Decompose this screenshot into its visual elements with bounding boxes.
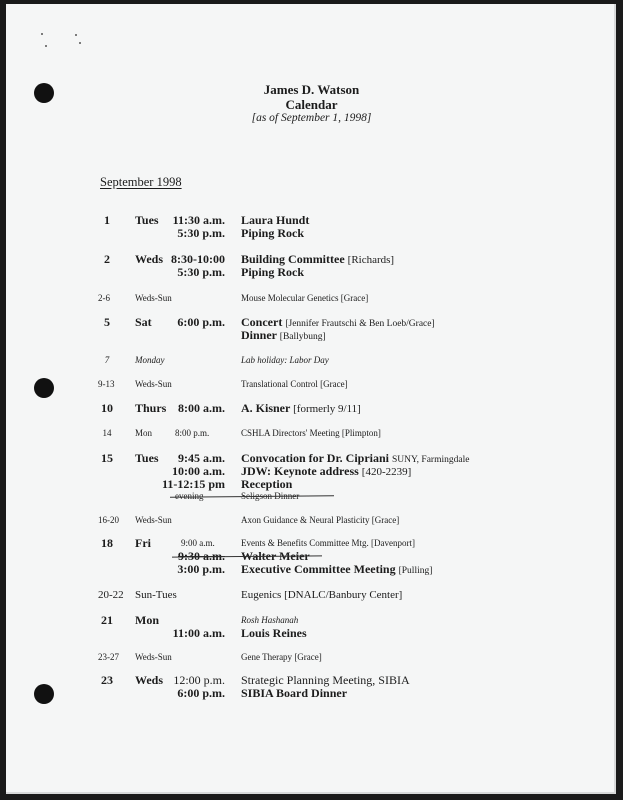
entry-event: Convocation for Dr. Cipriani — [241, 451, 390, 465]
entry-day: 7 — [104, 355, 110, 365]
entry-day: 21 — [101, 613, 113, 627]
entry-day: 20-22 — [98, 589, 124, 601]
calendar-entry — [0, 315, 623, 329]
entry-weekday: Sat — [135, 315, 152, 329]
entry-weekday: Weds — [135, 252, 164, 266]
entry-time: 6:00 p.m. — [177, 315, 225, 329]
entry-event: Lab holiday: Labor Day — [241, 355, 329, 365]
entry-event: A. Kisner — [241, 401, 291, 415]
calendar-entry-line — [0, 464, 623, 478]
calendar-entry-line — [0, 626, 623, 640]
entry-event: Laura Hundt — [241, 213, 310, 227]
entry-day: 2 — [104, 252, 110, 266]
entry-weekday: Monday — [135, 355, 165, 365]
entry-event: SIBIA Board Dinner — [241, 686, 348, 700]
calendar-entry — [0, 536, 623, 550]
entry-time: 9:45 a.m. — [178, 451, 225, 465]
entry-note: [Richards] — [347, 254, 395, 266]
entry-event: Concert — [241, 315, 283, 329]
entry-event: Dinner — [241, 328, 277, 342]
entry-day: 15 — [101, 451, 113, 465]
entry-time: 3:00 p.m. — [177, 562, 225, 576]
entry-event: Walter Meier — [241, 549, 310, 563]
entry-time: 10:00 a.m. — [172, 464, 225, 478]
entry-note: [Davenport] — [371, 538, 415, 548]
entry-event: JDW: Keynote address — [241, 464, 359, 478]
entry-day: 5 — [104, 315, 110, 329]
calendar-entry-line — [0, 265, 623, 279]
paper-speck — [41, 33, 43, 35]
entry-event-line — [241, 513, 399, 527]
calendar-entry — [0, 426, 623, 440]
entry-day: 23 — [101, 673, 113, 687]
entry-day: 9-13 — [98, 379, 115, 389]
entry-time: evening — [175, 491, 204, 501]
calendar-entry-line — [0, 226, 623, 240]
entry-weekday: Tues — [135, 451, 159, 465]
entry-time: 8:00 p.m. — [175, 428, 210, 438]
entry-event: Executive Committee Meeting — [241, 562, 396, 576]
entry-weekday: Weds-Sun — [135, 379, 172, 389]
calendar-entry — [0, 213, 623, 227]
calendar-entry — [0, 673, 623, 687]
entry-event: Mouse Molecular Genetics — [241, 293, 339, 303]
entry-note: [420-2239] — [361, 466, 412, 478]
entry-note: [Grace] — [340, 293, 369, 303]
entry-time: 5:30 p.m. — [177, 226, 225, 240]
entry-note: [Jennifer Frautschi & Ben Loeb/Grace] — [285, 319, 435, 329]
entry-event-line — [241, 562, 432, 578]
entry-day: 10 — [101, 401, 113, 415]
entry-weekday: Thurs — [135, 401, 167, 415]
entry-note: [formerly 9/11] — [293, 403, 361, 415]
entry-event: Louis Reines — [241, 626, 307, 640]
entry-day: 1 — [104, 213, 110, 227]
entry-day: 18 — [101, 536, 113, 550]
entry-time: 12:00 p.m. — [173, 673, 225, 687]
entry-event-line — [241, 291, 368, 305]
entry-note: [Grace] — [294, 652, 322, 662]
calendar-entry-line — [0, 686, 623, 700]
document-title: Calendar — [285, 97, 338, 112]
entry-time: 11:30 a.m. — [172, 213, 225, 227]
entry-event: Eugenics — [241, 589, 282, 601]
calendar-entry — [0, 291, 623, 305]
entry-time: 8:00 a.m. — [178, 401, 225, 415]
entry-weekday: Weds-Sun — [135, 652, 172, 662]
entry-event-line — [241, 536, 415, 550]
entry-event-line — [241, 401, 361, 416]
calendar-entry-line — [0, 562, 623, 576]
entry-event: Seligson Dinner — [241, 491, 300, 501]
entry-note: [Pulling] — [398, 566, 433, 576]
calendar-entry — [0, 401, 623, 415]
document-subtitle: [as of September 1, 1998] — [251, 112, 372, 124]
entry-note: [Grace] — [320, 379, 348, 389]
calendar-entry — [0, 613, 623, 627]
calendar-entry — [0, 252, 623, 266]
entry-time: 11-12:15 pm — [162, 477, 225, 491]
paper-speck — [75, 34, 77, 36]
calendar-entry — [0, 451, 623, 465]
entry-note: [DNALC/Banbury Center] — [284, 589, 403, 601]
entry-event: Piping Rock — [241, 265, 305, 279]
entry-day: 16-20 — [98, 515, 119, 525]
entry-note: [Grace] — [371, 515, 400, 525]
entry-weekday: Fri — [135, 536, 151, 550]
entry-day: 2-6 — [98, 293, 110, 303]
month-heading: September 1998 — [100, 175, 182, 189]
entry-weekday: Weds — [135, 673, 164, 687]
entry-time: 8:30-10:00 — [171, 252, 225, 266]
calendar-entry — [0, 513, 623, 527]
entry-event: Reception — [241, 477, 293, 491]
entry-event: Piping Rock — [241, 226, 305, 240]
entry-event: Events & Benefits Committee Mtg. — [241, 538, 369, 548]
entry-event: Axon Guidance & Neural Plasticity — [241, 515, 370, 525]
entry-event-line — [241, 588, 402, 602]
entry-weekday: Sun-Tues — [135, 589, 177, 601]
entry-time: 9:30 a.m. — [178, 549, 225, 563]
entry-day: 23-27 — [98, 652, 119, 662]
entry-event: Rosh Hashanah — [241, 615, 299, 625]
calendar-owner: James D. Watson — [263, 82, 360, 97]
entry-weekday: Mon — [135, 613, 159, 627]
calendar-entry-line — [0, 328, 623, 342]
entry-event: Gene Therapy — [241, 652, 293, 662]
calendar-entry — [0, 377, 623, 391]
entry-time: 9:00 a.m. — [181, 538, 215, 548]
entry-weekday: Tues — [135, 213, 159, 227]
entry-event: Building Committee — [241, 252, 345, 266]
entry-event-line — [241, 650, 322, 664]
entry-time: 5:30 p.m. — [177, 265, 225, 279]
entry-weekday: Mon — [135, 428, 153, 438]
entry-note: [Ballybung] — [279, 332, 326, 342]
entry-event-line — [241, 377, 348, 391]
entry-time: 11:00 a.m. — [172, 626, 225, 640]
entry-note: SUNY, Farmingdale — [392, 455, 470, 465]
paper-speck — [45, 45, 47, 47]
entry-note: [Plimpton] — [341, 428, 381, 438]
calendar-entry — [0, 588, 623, 602]
entry-event: Translational Control — [241, 379, 318, 389]
entry-weekday: Weds-Sun — [135, 515, 172, 525]
paper-speck — [79, 42, 81, 44]
calendar-entry — [0, 353, 623, 367]
entry-day: 14 — [102, 428, 112, 438]
entry-event: Strategic Planning Meeting, SIBIA — [241, 673, 410, 687]
entry-time: 6:00 p.m. — [177, 686, 225, 700]
entry-weekday: Weds-Sun — [135, 293, 172, 303]
calendar-entry — [0, 650, 623, 664]
entry-event-line — [241, 328, 326, 344]
entry-event-line — [241, 426, 381, 440]
entry-event: CSHLA Directors' Meeting — [241, 428, 340, 438]
